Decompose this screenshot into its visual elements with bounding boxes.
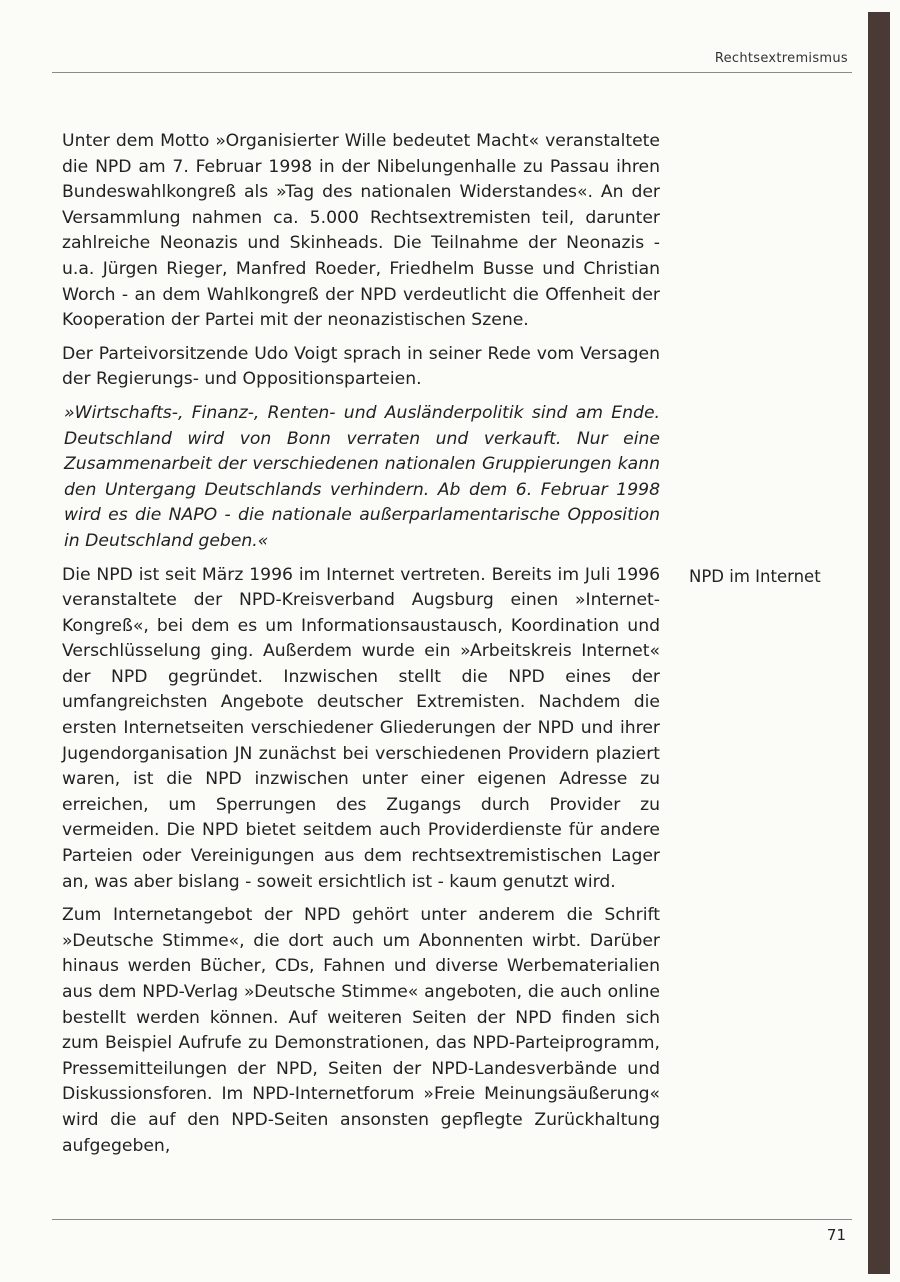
paragraph-parteivorsitzender: Der Parteivorsitzende Udo Voigt sprach in seiner Rede vom Versagen der Regierungs- und Oppositionsparteien. <box>62 343 660 390</box>
page-number: 71 <box>826 1226 846 1244</box>
header-rule <box>52 72 852 73</box>
paragraph-npd-internet: Die NPD ist seit März 1996 im Internet vertreten. Bereits im Juli 1996 veranstaltete der NPD-Kreisverband Augsburg einen »Internet-Kongreß«, bei dem es um Informationsaustausch, Koordination und Verschlüsselung ging. Außerdem wurde ein »Arbeitskreis Internet« der NPD gegründet. Inzwischen stellt die NPD eines der umfangreichsten Angebote deutscher Extremisten. Nachdem die ersten Internetseiten verschiedener Gliederungen der NPD und ihrer Jugendorganisation JN zunächst bei verschiedenen Providern plaziert waren, ist die NPD inzwischen unter einer eigenen Adresse zu erreichen, um Sperrungen des Zugangs durch Provider zu vermeiden. Die NPD bietet seitdem auch Providerdienste für andere Parteien oder Vereinigungen aus dem rechtsextremistischen Lager an, was aber bislang - soweit ersichtlich ist - kaum genutzt wird. <box>62 564 660 892</box>
running-header: Rechtsextremismus <box>714 51 848 66</box>
block-quote-voigt: »Wirtschafts-, Finanz-, Renten- und Ausländerpolitik sind am Ende. Deutschland wird von Bonn verraten und verkauft. Nur eine Zusammenarbeit der verschiedenen nationalen Gruppierungen kann den Untergang Deutschlands verhindern. Ab dem 6. Februar 1998 wird es die NAPO - die nationale außerparlamentarische Opposition in Deutschland geben.« <box>64 402 660 551</box>
page-edge-bar <box>868 12 890 1274</box>
main-text <box>62 129 660 1167</box>
margin-note: NPD im Internet <box>689 567 821 586</box>
paragraph-internetangebot: Zum Internetangebot der NPD gehört unter anderem die Schrift »Deutsche Stimme«, die dort auch um Abonnenten wirbt. Darüber hinaus werden Bücher, CDs, Fahnen und diverse Werbematerialien aus dem NPD-Verlag »Deutsche Stimme« angeboten, die auch online bestellt werden können. Auf weiteren Seiten der NPD finden sich zum Beispiel Aufrufe zu Demonstrationen, das NPD-Parteiprogramm, Pressemitteilungen der NPD, Seiten der NPD-Landesverbände und Diskussionsforen. Im NPD-Internetforum »Freie Meinungsäußerung« wird die auf den NPD-Seiten ansonsten gepflegte Zurückhaltung aufgegeben, <box>62 905 660 1156</box>
footer-rule <box>52 1219 852 1220</box>
paragraph-bundeswahlkongress: Unter dem Motto »Organisierter Wille bedeutet Macht« veranstaltete die NPD am 7. Februar 1998 in der Nibelungenhalle zu Passau ihren Bundeswahlkongreß als »Tag des nationalen Widerstandes«. An der Versammlung nahmen ca. 5.000 Rechtsextremisten teil, darunter zahlreiche Neonazis und Skinheads. Die Teilnahme der Neonazis - u.a. Jürgen Rieger, Manfred Roeder, Friedhelm Busse und Christian Worch - an dem Wahlkongreß der NPD verdeutlicht die Offenheit der Kooperation der Partei mit der neonazistischen Szene. <box>62 131 660 331</box>
